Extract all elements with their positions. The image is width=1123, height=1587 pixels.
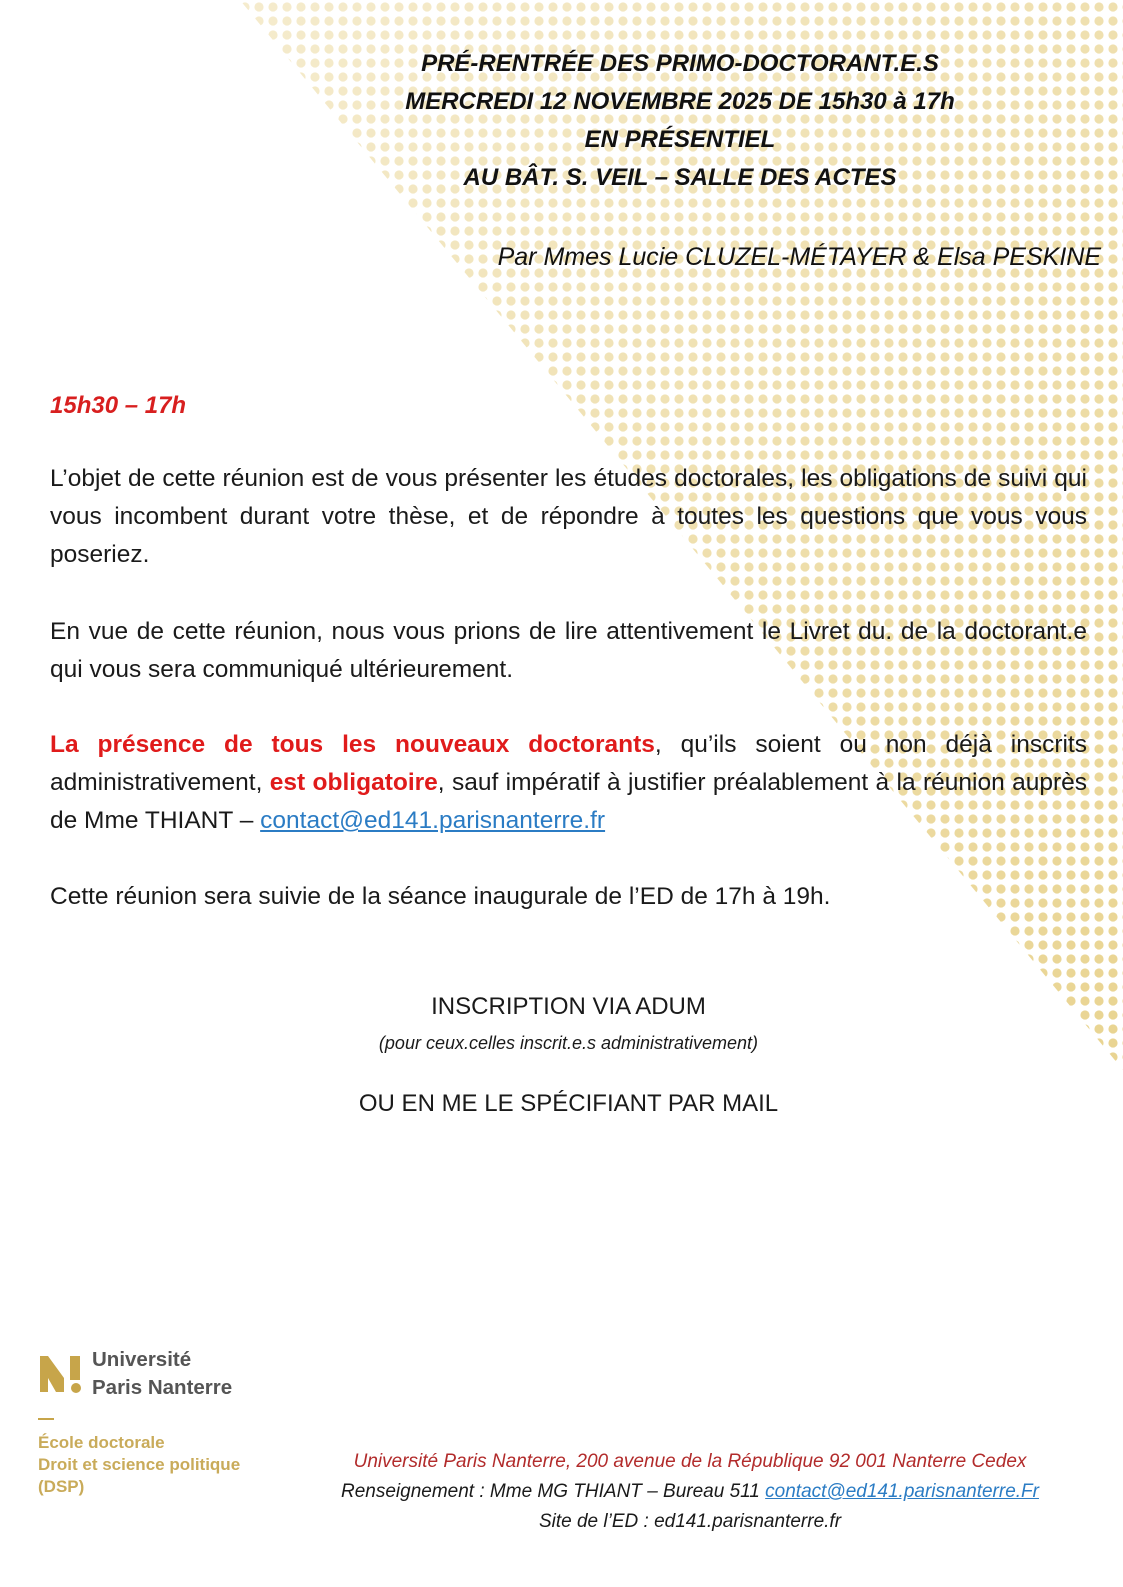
footer-email-link[interactable]: contact@ed141.parisnanterre.Fr bbox=[765, 1481, 1039, 1502]
event-header bbox=[330, 45, 1030, 197]
footer bbox=[270, 1447, 1110, 1537]
contact-email-link[interactable]: contact@ed141.parisnanterre.fr bbox=[260, 807, 606, 834]
footer-contact-line bbox=[270, 1477, 1110, 1507]
footer-site: Site de l’ED : ed141.parisnanterre.fr bbox=[538, 1511, 842, 1532]
university-logo-icon bbox=[38, 1352, 90, 1396]
inscription-note: (pour ceux.celles inscrit.e.s administrativement) bbox=[378, 1033, 759, 1053]
header-mode: EN PRÉSENTIEL bbox=[584, 126, 776, 153]
inscription-title: INSCRIPTION VIA ADUM bbox=[431, 993, 706, 1020]
footer-address: Université Paris Nanterre, 200 avenue de la République 92 001 Nanterre Cedex bbox=[353, 1451, 1027, 1472]
inscription-alternative: OU EN ME LE SPÉCIFIANT PAR MAIL bbox=[358, 1090, 779, 1117]
paragraph-booklet: En vue de cette réunion, nous vous prions de lire attentivement le Livret du. de la doctorant.e qui vous sera communiqué ultérieurement. bbox=[50, 618, 1087, 683]
presenters-line: Par Mmes Lucie CLUZEL-MÉTAYER & Elsa PESKINE bbox=[497, 243, 1101, 271]
paragraph-followup: Cette réunion sera suivie de la séance inaugurale de l’ED de 17h à 19h. bbox=[50, 883, 831, 910]
attendance-text-1: , qu’ils soient ou non déjà inscrits administrativement, bbox=[50, 731, 1087, 796]
footer-contact-text: Renseignement : Mme MG THIANT – Bureau 511 bbox=[341, 1481, 766, 1502]
doctoral-school-name: École doctorale Droit et science politique (DSP) bbox=[38, 1433, 241, 1496]
attendance-required-text: La présence de tous les nouveaux doctorants bbox=[50, 731, 655, 758]
logo-divider bbox=[38, 1418, 54, 1420]
paragraph-attendance bbox=[50, 726, 1087, 840]
university-name: Université Paris Nanterre bbox=[92, 1348, 233, 1399]
attendance-text-2: , sauf impératif à justifier préalablement à la réunion auprès de Mme THIANT – bbox=[50, 769, 1087, 834]
header-title: PRÉ-RENTRÉE DES PRIMO-DOCTORANT.E.S bbox=[421, 50, 939, 77]
time-slot: 15h30 – 17h bbox=[50, 392, 187, 419]
mandatory-text: est obligatoire bbox=[269, 769, 438, 796]
header-date: MERCREDI 12 NOVEMBRE 2025 DE 15h30 à 17h bbox=[405, 88, 955, 115]
header-location: AU BÂT. S. VEIL – SALLE DES ACTES bbox=[463, 164, 897, 191]
paragraph-purpose: L’objet de cette réunion est de vous présenter les études doctorales, les obligations de suivi qui vous incombent durant votre thèse, et de répondre à toutes les questions que vous vous poseriez. bbox=[50, 465, 1087, 568]
